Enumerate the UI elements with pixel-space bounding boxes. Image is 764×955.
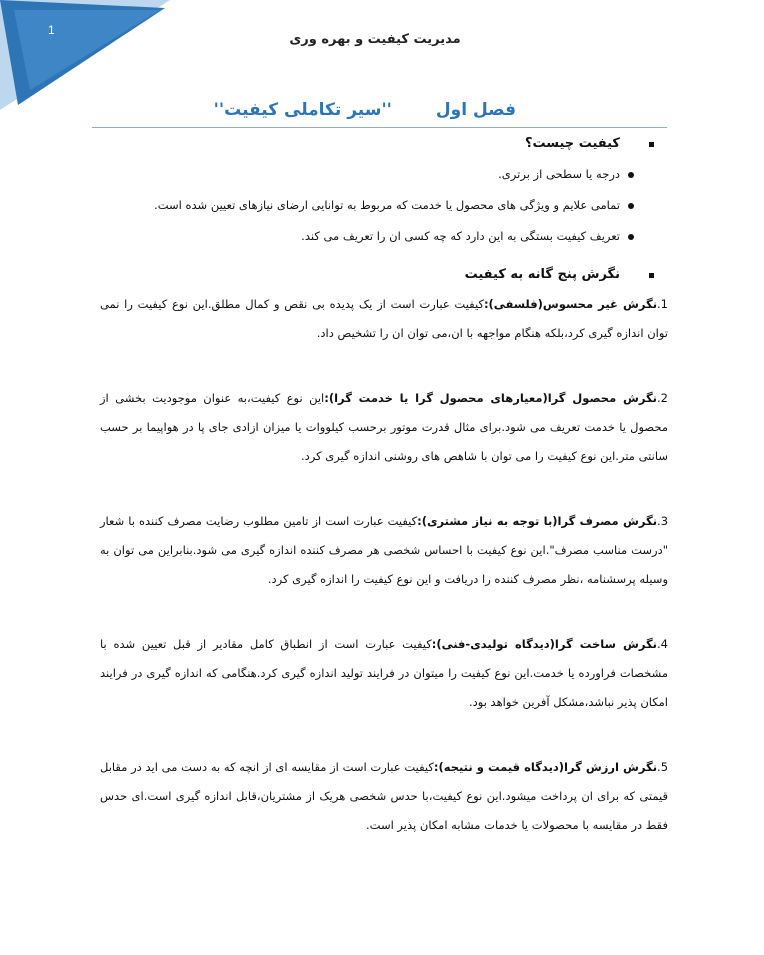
section-heading-text: نگرش پنج گانه به کیفیت [464,267,620,282]
section-heading-five-views [100,264,668,286]
bullet-icon [628,172,634,178]
item-heading: نگرش ساخت گرا(دیدگاه تولیدی-فنی): [431,637,657,651]
section-heading-text: کیفیت چیست؟ [524,136,620,151]
item-number: 4. [657,637,668,651]
item-text: کیفیت عبارت است از یک پدیده بی نقص و کمال مطلق.این نوع کیفیت را نمی توان اندازه گیری کرد،بلکه هنگام مواجهه با ان،می توان ان را تشخیص داد. [100,297,668,340]
quality-view-item [100,384,668,471]
item-number: 5. [657,760,669,774]
list-item-text: تمامی علایم و ویژگی های محصول یا خدمت که مربوط به توانایی ارضای نیازهای تعیین شده است. [154,198,620,212]
item-heading: نگرش محصول گرا(معیارهای محصول گرا یا خدمت گرا): [324,391,658,405]
quality-view-item [100,507,668,594]
list-item [100,223,668,250]
list-item [100,192,668,219]
square-bullet-icon [649,142,654,147]
square-bullet-icon [649,273,654,278]
bullet-icon [628,203,634,209]
corner-decoration [0,0,170,110]
quality-view-item [100,630,668,717]
item-number: 2. [657,391,668,405]
list-item-text: درجه یا سطحی از برتری. [498,167,620,181]
title-divider [92,127,667,128]
item-heading: نگرش غیر محسوس(فلسفی): [483,297,658,311]
section-heading-what-is-quality [100,133,668,155]
running-header: مدیریت کیفیت و بهره وری [289,32,461,47]
chapter-title [214,100,516,120]
chapter-label: فصل اول [435,100,516,120]
definition-list [100,161,668,250]
item-heading: نگرش مصرف گرا(با توجه به نیاز مشتری): [417,514,658,528]
item-number: 1. [657,297,668,311]
item-heading: نگرش ارزش گرا(دیدگاه قیمت و نتیجه): [433,760,658,774]
quality-view-item [100,290,668,348]
chapter-name: ''سیر تکاملی کیفیت'' [213,100,392,120]
list-item-text: تعریف کیفیت بستگی به این دارد که چه کسی ان را تعریف می کند. [301,229,620,243]
item-text: این نوع کیفیت،به عنوان موجودیت بخشی از محصول یا خدمت تعریف می شود.برای مثال قدرت موتور برحسب کیلووات یا میزان ازادی جای پا در هواپیما بر حسب سانتی متر.این نوع کیفیت را می توان با شاهص های روشنی اندازه گیری کرد. [100,391,668,463]
item-number: 3. [657,514,669,528]
bullet-icon [628,234,634,240]
page-number: 1 [48,23,55,37]
document-body [100,131,668,840]
list-item [100,161,668,188]
item-text: کیفیت عبارت است از انطباق کامل مقادیر از قبل تعیین شده با مشخصات فراورده یا خدمت.این نوع کیفیت را میتوان در فرایند تولید اندازه گیری کرد.هنگامی که اندازه گیری در فرایند امکان پذیر نباشد،مشکل آفرین خواهد بود. [100,637,668,709]
item-text: کیفیت عبارت است از مقایسه ای از انچه که به دست می اید در مقابل قیمتی که برای ان پرداخت میشود.این نوع کیفیت،با حدس شخصی هریک از مشتریان،قابل اندازه گیری است.ای حدس فقط در مقایسه با محصولات یا خدمات مشابه امکان پذیر است. [100,760,668,832]
quality-view-item [100,753,668,840]
item-text: کیفیت عبارت است از تامین مطلوب رضایت مصرف کننده با شعار "درست مناسب مصرف".این نوع کیفیت با احساس شخصی هر مصرف کننده اندازه گیری می شود.بنابراین می توان به وسیله پرسشنامه ،نظر مصرف کننده را دریافت و این نوع کیفیت را اندازه گیری کرد. [100,514,668,586]
